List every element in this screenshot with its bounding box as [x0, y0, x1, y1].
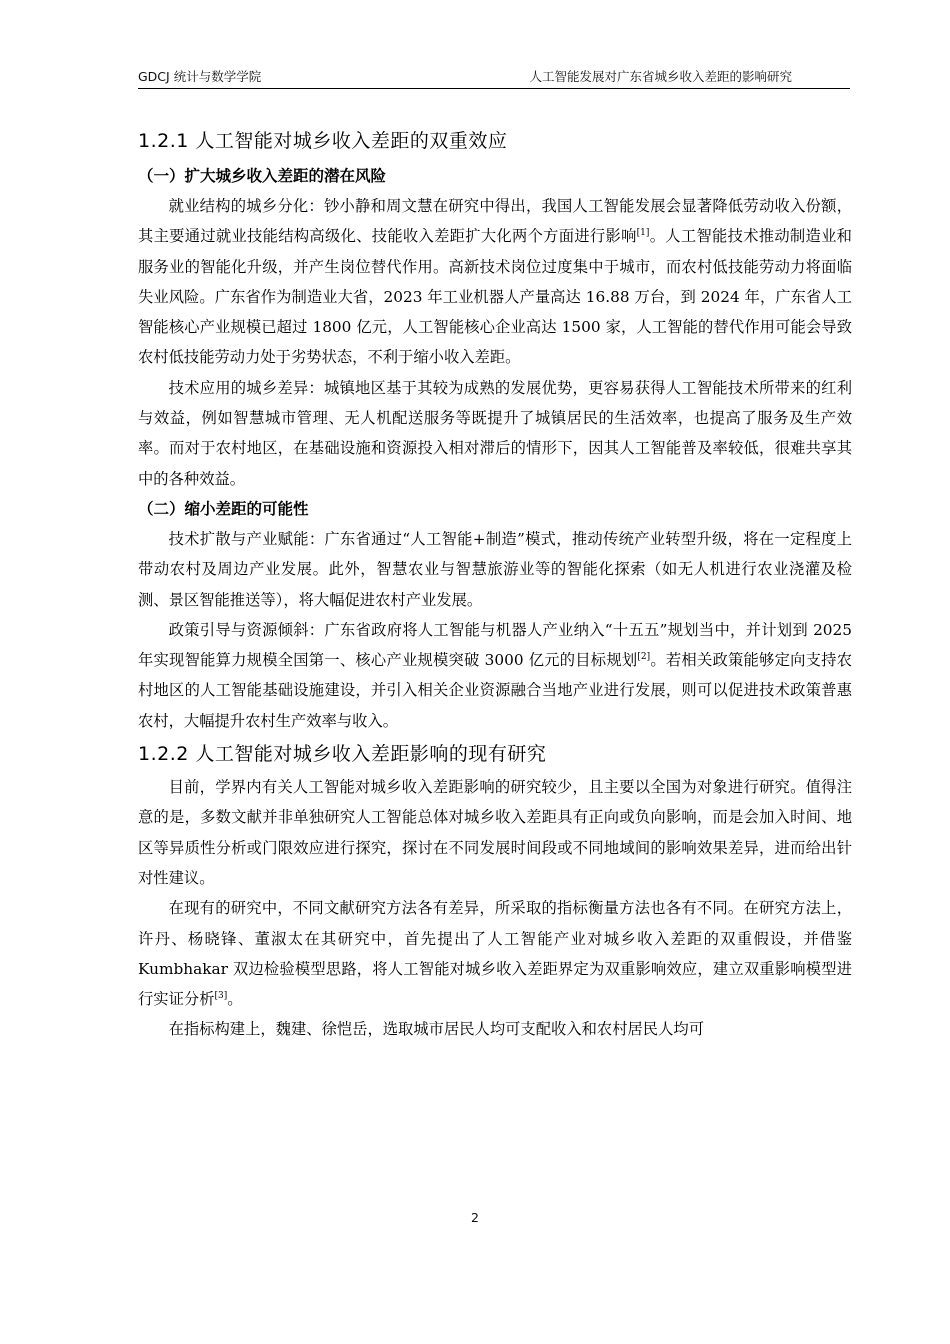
header-school: GDCJ 统计与数学学院: [138, 69, 262, 84]
citation-ref: [1]: [636, 228, 650, 239]
paragraph: [138, 191, 852, 373]
paragraph-text: 就业结构的城乡分化：钞小静和周文慧在研究中得出，我国人工智能发展会显著降低劳动收入份额，其主要通过就业技能结构高级化、技能收入差距扩大化两个方面进行影响: [138, 197, 852, 246]
citation-ref: [3]: [214, 991, 228, 1002]
paragraph-text: 。若相关政策能够定向支持农村地区的人工智能基础设施建设，并引入相关企业资源融合当地产业进行发展，则可以促进技术政策普惠农村，大幅提升农村生产效率与收入。: [138, 651, 852, 730]
paragraph-text: 。: [227, 990, 243, 1009]
section-heading-1-2-1: 1.2.1 人工智能对城乡收入差距的双重效应: [138, 130, 508, 152]
main-content: [138, 123, 852, 1045]
subsection-heading-possibility: （二）缩小差距的可能性: [138, 499, 309, 518]
paragraph: [138, 615, 852, 736]
subsection-heading-risk: （一）扩大城乡收入差距的潜在风险: [138, 167, 387, 185]
paragraph: 在指标构建上，魏建、徐恺岳，选取城市居民人均可支配收入和农村居民人均可: [168, 1020, 704, 1039]
paragraph: [138, 893, 852, 1014]
paragraph-text: 。人工智能技术推动制造业和服务业的智能化升级，并产生岗位替代作用。高新技术岗位过度集中于城市，而农村低技能劳动力将面临失业风险。广东省作为制造业大省，2023 年工业机器人产量高达 16.88 万台，到 2024 年，广东省人工智能核心产业规模已超过 1800 亿元，人工智能核心企业高达 1500 家，人工智能的替代作用可能会导致农村低技能劳动力处于劣势状态，不利于缩小收入差距。: [138, 227, 852, 367]
page-number: 2: [471, 1210, 479, 1225]
paragraph-text: 在现有的研究中，不同文献研究方法各有差异，所采取的指标衡量方法也各有不同。在研究方法上，许丹、杨晓锋、董淑太在其研究中，首先提出了人工智能产业对城乡收入差距的双重假设，并借鉴 Kumbhakar 双边检验模型思路，将人工智能对城乡收入差距界定为双重影响效应，建立双重影响模型进行实证分析: [138, 899, 852, 1009]
paragraph-text: 政策引导与资源倾斜：广东省政府将人工智能与机器人产业纳入“十五五”规划当中，并计划到 2025 年实现智能算力规模全国第一、核心产业规模突破 3000 亿元的目标规划: [138, 620, 852, 670]
paragraph: 目前，学界内有关人工智能对城乡收入差距影响的研究较少，且主要以全国为对象进行研究。值得注意的是，多数文献并非单独研究人工智能总体对城乡收入差距具有正向或负向影响，而是会加入时间、地区等异质性分析或门限效应进行探究，探讨在不同发展时间段或不同地域间的影响效果差异，进而给出针对性建议。: [138, 778, 852, 887]
section-heading-1-2-2: 1.2.2 人工智能对城乡收入差距影响的现有研究: [138, 743, 547, 766]
paragraph: 技术应用的城乡差异：城镇地区基于其较为成熟的发展优势，更容易获得人工智能技术所带来的红利与效益，例如智慧城市管理、无人机配送服务等既提升了城镇居民的生活效率，也提高了服务及生产效率。而对于农村地区，在基础设施和资源投入相对滞后的情形下，因其人工智能普及率较低，很难共享其中的各种效益。: [138, 378, 852, 488]
citation-ref: [2]: [637, 652, 651, 663]
paragraph: 技术扩散与产业赋能：广东省通过“人工智能+制造”模式，推动传统产业转型升级，将在一定程度上带动农村及周边产业发展。此外，智慧农业与智慧旅游业等的智能化探索（如无人机进行农业浇灌及检测、景区智能推送等），将大幅促进农村产业发展。: [138, 529, 852, 609]
header-title: 人工智能发展对广东省城乡收入差距的影响研究: [529, 69, 792, 84]
page-header: [138, 66, 850, 89]
